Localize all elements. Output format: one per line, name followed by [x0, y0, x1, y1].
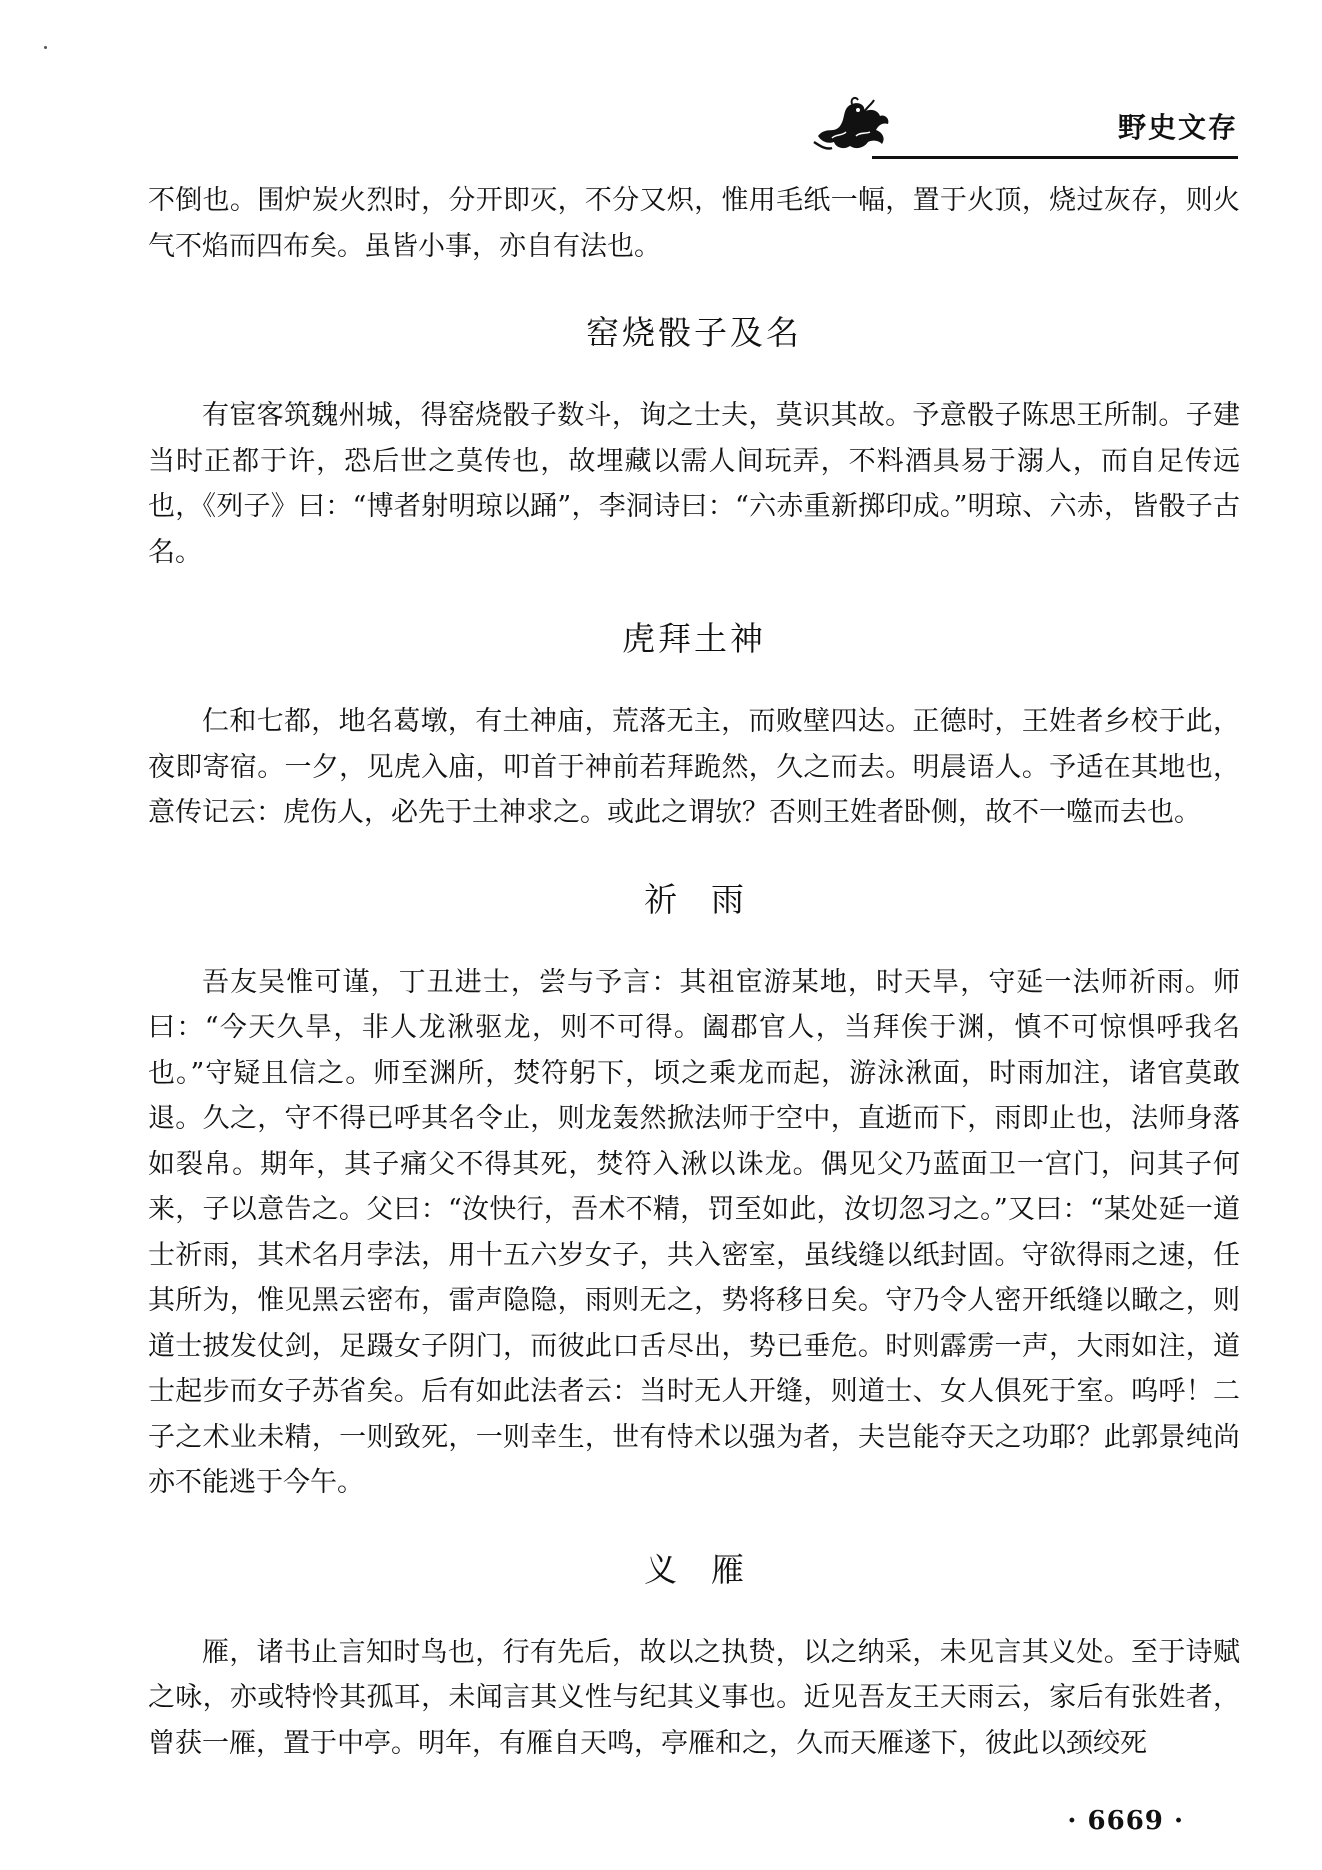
section-title: 虎拜土神	[622, 619, 766, 658]
series-title: 野史文存	[1117, 111, 1238, 144]
scan-speck	[44, 46, 47, 49]
dragon-icon	[812, 96, 894, 154]
page-number: · 6669 ·	[1067, 1806, 1184, 1836]
header-rule	[872, 156, 1238, 159]
section-title: 祈雨	[644, 879, 778, 919]
section-title: 窑烧骰子及名	[586, 313, 802, 352]
section-paragraph: 吾友吴惟可谨，丁丑进士，尝与予言：其祖宦游某地，时天旱，守延一法师祈雨。师曰：“今天久旱，非人龙湫驱龙，则不可得。阖郡官人，当拜俟于渊，慎不可惊惧呼我名也。”守疑且信之。师至渊所，焚符躬下，顷之乘龙而起，游泳湫面，时雨加注，诸官莫敢退。久之，守不得已呼其名令止，则龙轰然掀法师于空中，直逝而下，雨即止也，法师身落如裂帛。期年，其子痛父不得其死，焚符入湫以诛龙。偶见父乃蓝面卫一宫门，问其子何来，子以意告之。父曰：“汝快行，吾术不精，罚至如此，汝切忽习之。”又曰：“某处延一道士祈雨，其术名月孛法，用十五六岁女子，共入密室，虽线缝以纸封固。守欲得雨之速，任其所为，惟见黑云密布，雷声隐隐，雨则无之，势将移日矣。守乃令人密开纸缝以瞰之，则道士披发仗剑，足蹑女子阴门，而彼此口舌尽出，势已垂危。时则霹雳一声，大雨如注，道士起步而女子苏省矣。后有如此法者云：当时无人开缝，则道士、女人俱死于室。呜呼！二子之术业未精，一则致死，一则幸生，世有恃术以强为者，夫岂能夺天之功耶？此郭景纯尚亦不能逃于今午。	[148, 966, 1240, 1498]
section-paragraph: 雁，诸书止言知时鸟也，行有先后，故以之执贽，以之纳采，未见言其义处。至于诗赋之咏，亦或特怜其孤耳，未闻言其义性与纪其义事也。近见吾友王天雨云，家后有张姓者，曾获一雁，置于中亭。明年，有雁自天鸣，亭雁和之，久而天雁遂下，彼此以颈绞死	[148, 1636, 1240, 1759]
page-body	[148, 178, 1240, 1766]
running-header	[812, 96, 1238, 160]
section-paragraph: 有宦客筑魏州城，得窑烧骰子数斗，询之士夫，莫识其故。予意骰子陈思王所制。子建当时正都于许，恐后世之莫传也，故埋藏以需人间玩弄，不料酒具易于溺人，而自足传远也，《列子》曰：“博者射明琼以踊”，李洞诗曰：“六赤重新掷印成。”明琼、六赤，皆骰子古名。	[148, 400, 1240, 568]
section-title: 义雁	[644, 1549, 778, 1589]
continued-paragraph: 不倒也。围炉炭火烈时，分开即灭，不分又炽，惟用毛纸一幅，置于火顶，烧过灰存，则火气不焰而四布矣。虽皆小事，亦自有法也。	[148, 185, 1240, 262]
section-paragraph: 仁和七都，地名葛墩，有土神庙，荒落无主，而败壁四达。正德时，王姓者乡校于此，夜即寄宿。一夕，见虎入庙，叩首于神前若拜跪然，久之而去。明晨语人。予适在其地也，意传记云：虎伤人，必先于土神求之。或此之谓欤？否则王姓者卧侧，故不一噬而去也。	[148, 706, 1240, 828]
